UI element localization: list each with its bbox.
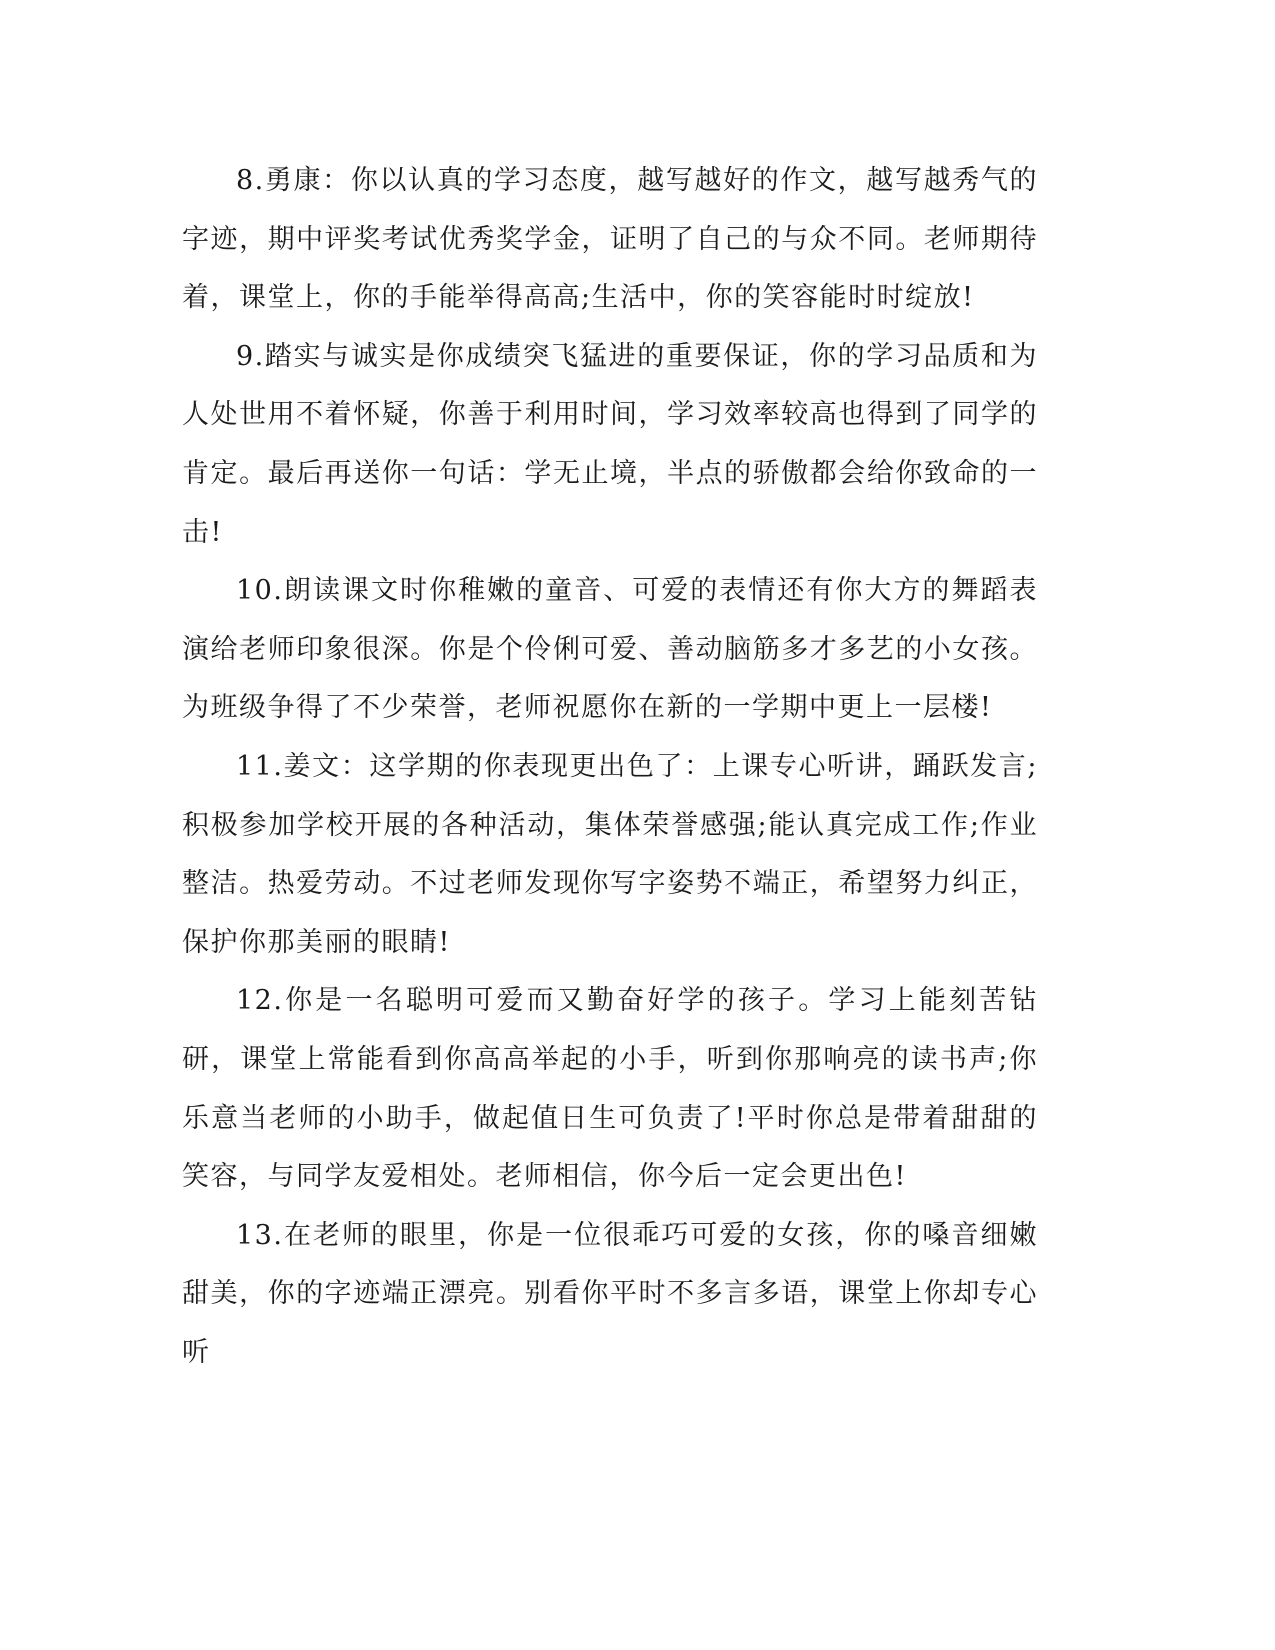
paragraph-10: 10.朗读课文时你稚嫩的童音、可爱的表情还有你大方的舞蹈表演给老师印象很深。你是个伶俐可爱、善动脑筋多才多艺的小女孩。为班级争得了不少荣誉，老师祝愿你在新的一学期中更上一层楼!	[182, 575, 1038, 724]
paragraph-12: 12.你是一名聪明可爱而又勤奋好学的孩子。学习上能刻苦钻研，课堂上常能看到你高高举起的小手，听到你那响亮的读书声;你乐意当老师的小助手，做起值日生可负责了!平时你总是带着甜甜的笑容，与同学友爱相处。老师相信，你今后一定会更出色!	[182, 985, 1038, 1193]
document-body	[182, 152, 1038, 1382]
paragraph-9: 9.踏实与诚实是你成绩突飞猛进的重要保证，你的学习品质和为人处世用不着怀疑，你善于利用时间，学习效率较高也得到了同学的肯定。最后再送你一句话：学无止境，半点的骄傲都会给你致命的一击!	[182, 340, 1038, 548]
paragraph-11: 11.姜文：这学期的你表现更出色了：上课专心听讲，踊跃发言;积极参加学校开展的各种活动，集体荣誉感强;能认真完成工作;作业整洁。热爱劳动。不过老师发现你写字姿势不端正，希望努力纠正，保护你那美丽的眼睛!	[182, 750, 1038, 958]
paragraph-8: 8.勇康：你以认真的学习态度，越写越好的作文，越写越秀气的字迹，期中评奖考试优秀奖学金，证明了自己的与众不同。老师期待着，课堂上，你的手能举得高高;生活中，你的笑容能时时绽放!	[182, 165, 1038, 314]
paragraph-13: 13.在老师的眼里，你是一位很乖巧可爱的女孩，你的嗓音细嫩甜美，你的字迹端正漂亮。别看你平时不多言多语，课堂上你却专心听	[182, 1219, 1038, 1368]
